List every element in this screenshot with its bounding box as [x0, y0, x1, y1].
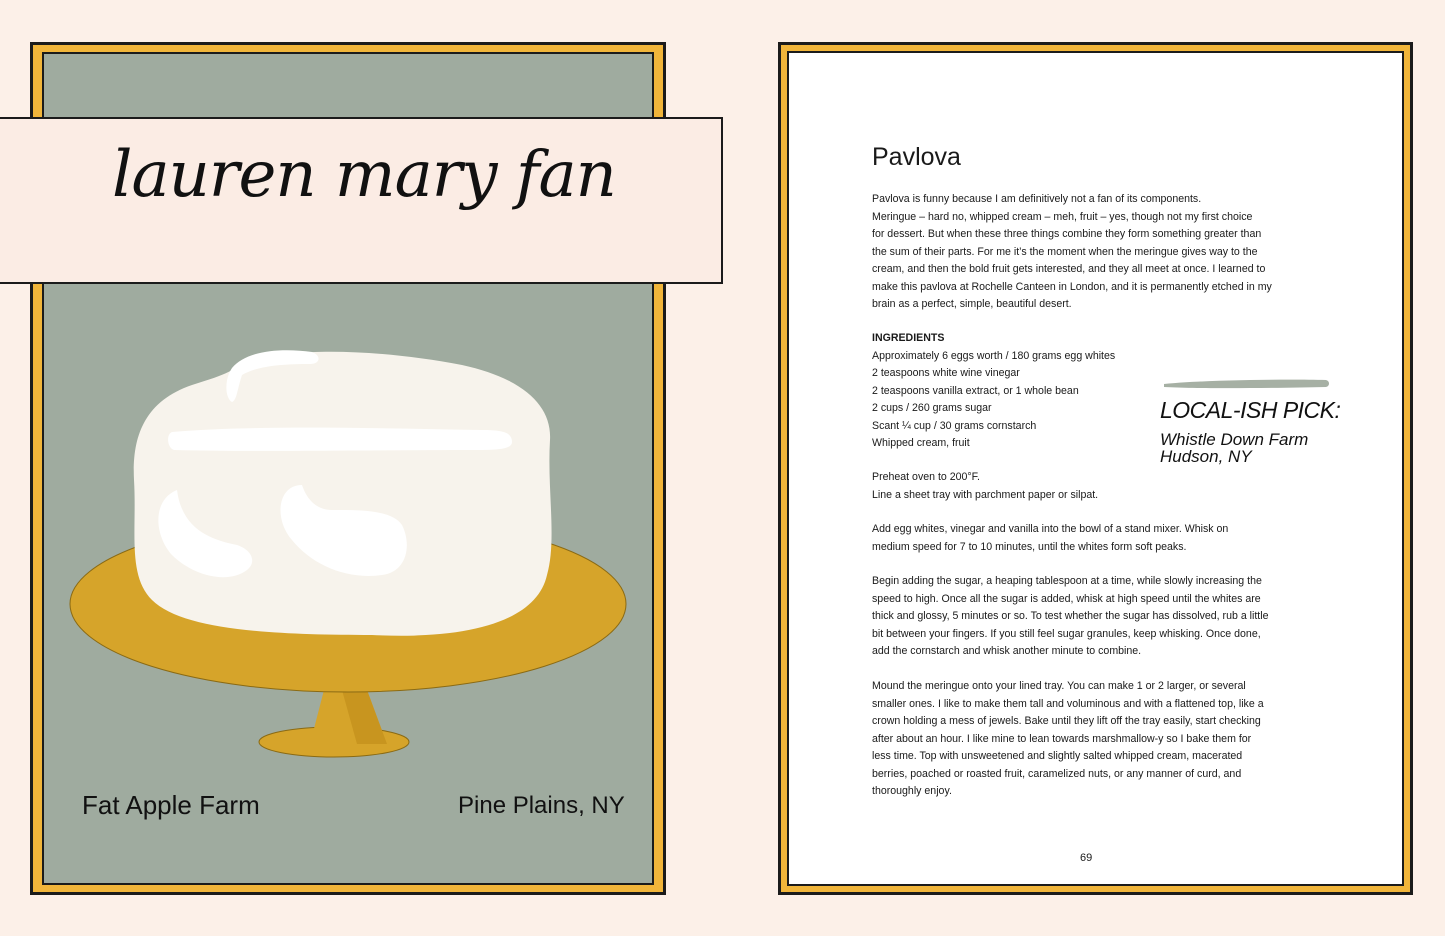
step-line: after about an hour. I like mine to lean towards marshmallow-y so I bake them for	[872, 732, 1252, 745]
step-sugar	[872, 573, 1269, 661]
step-line: thick and glossy, 5 minutes or so. To test whether the sugar has dissolved, rub a little	[872, 610, 1269, 622]
recipe-intro	[872, 191, 1272, 314]
brush-stroke-decoration	[1162, 378, 1332, 390]
step-line: speed to high. Once all the sugar is added, whisk at high speed until the whites are	[872, 592, 1261, 605]
intro-line: the sum of their parts. For me it’s the moment when the meringue gives way to the	[872, 245, 1258, 258]
step-line: add the cornstarch and whisk another minute to combine.	[872, 645, 1142, 657]
step-line: crown holding a mess of jewels. Bake until they lift off the tray easily, start checking	[872, 715, 1261, 727]
ingredient-item: Approximately 6 eggs worth / 180 grams egg whites	[872, 349, 1116, 362]
local-pick-location: Hudson, NY	[1160, 447, 1252, 466]
local-pick-details	[1160, 431, 1308, 465]
ingredients-section	[872, 330, 1115, 453]
step-line: Mound the meringue onto your lined tray. You can make 1 or 2 larger, or several	[872, 680, 1246, 692]
step-line: Line a sheet tray with parchment paper or silpat.	[872, 488, 1099, 501]
ingredient-item: 2 teaspoons white wine vinegar	[872, 367, 1020, 379]
local-pick-farm: Whistle Down Farm	[1160, 430, 1309, 449]
intro-line: make this pavlova at Rochelle Canteen in London, and it is permanently etched in my	[872, 280, 1272, 293]
step-line: smaller ones. I like to make them tall and voluminous and with a flattened top, like a	[872, 697, 1264, 710]
recipe-title: Pavlova	[872, 143, 961, 171]
step-line: less time. Top with unsweetened and slightly salted whipped cream, macerated	[872, 750, 1243, 762]
step-line: Begin adding the sugar, a heaping tablespoon at a time, while slowly increasing the	[872, 575, 1262, 587]
author-name: lauren mary fan	[112, 138, 616, 212]
intro-line: for dessert. But when these three things combine they form something greater than	[872, 228, 1262, 240]
intro-line: cream, and then the bold fruit gets interested, and they all meet at once. I learned to	[872, 263, 1266, 275]
farm-name: Fat Apple Farm	[82, 790, 260, 820]
ingredients-heading: INGREDIENTS	[872, 332, 945, 344]
step-line: berries, poached or roasted fruit, caramelized nuts, or any manner of curd, and	[872, 767, 1242, 780]
local-pick-heading: LOCAL-ISH PICK:	[1160, 397, 1341, 423]
step-line: medium speed for 7 to 10 minutes, until the whites form soft peaks.	[872, 540, 1187, 553]
intro-line: brain as a perfect, simple, beautiful desert.	[872, 298, 1072, 310]
intro-line: Pavlova is funny because I am definitively not a fan of its components.	[872, 193, 1202, 205]
step-preheat	[872, 469, 1098, 504]
step-line: bit between your fingers. If you still feel sugar granules, keep whisking. Once done,	[872, 627, 1261, 640]
step-whisk	[872, 521, 1228, 556]
farm-location: Pine Plains, NY	[458, 792, 625, 819]
meringue	[134, 352, 552, 636]
ingredient-item: Whipped cream, fruit	[872, 437, 970, 449]
intro-line: Meringue – hard no, whipped cream – meh, fruit – yes, though not my first choice	[872, 210, 1253, 223]
ingredient-item: Scant ¼ cup / 30 grams cornstarch	[872, 419, 1037, 432]
pavlova-illustration	[42, 330, 654, 770]
step-bake	[872, 678, 1264, 801]
ingredient-item: 2 teaspoons vanilla extract, or 1 whole bean	[872, 384, 1079, 397]
page-number: 69	[1080, 852, 1093, 864]
ingredient-item: 2 cups / 260 grams sugar	[872, 402, 992, 414]
step-line: Preheat oven to 200°F.	[872, 471, 980, 483]
step-line: Add egg whites, vinegar and vanilla into the bowl of a stand mixer. Whisk on	[872, 523, 1229, 535]
step-line: thoroughly enjoy.	[872, 785, 952, 797]
